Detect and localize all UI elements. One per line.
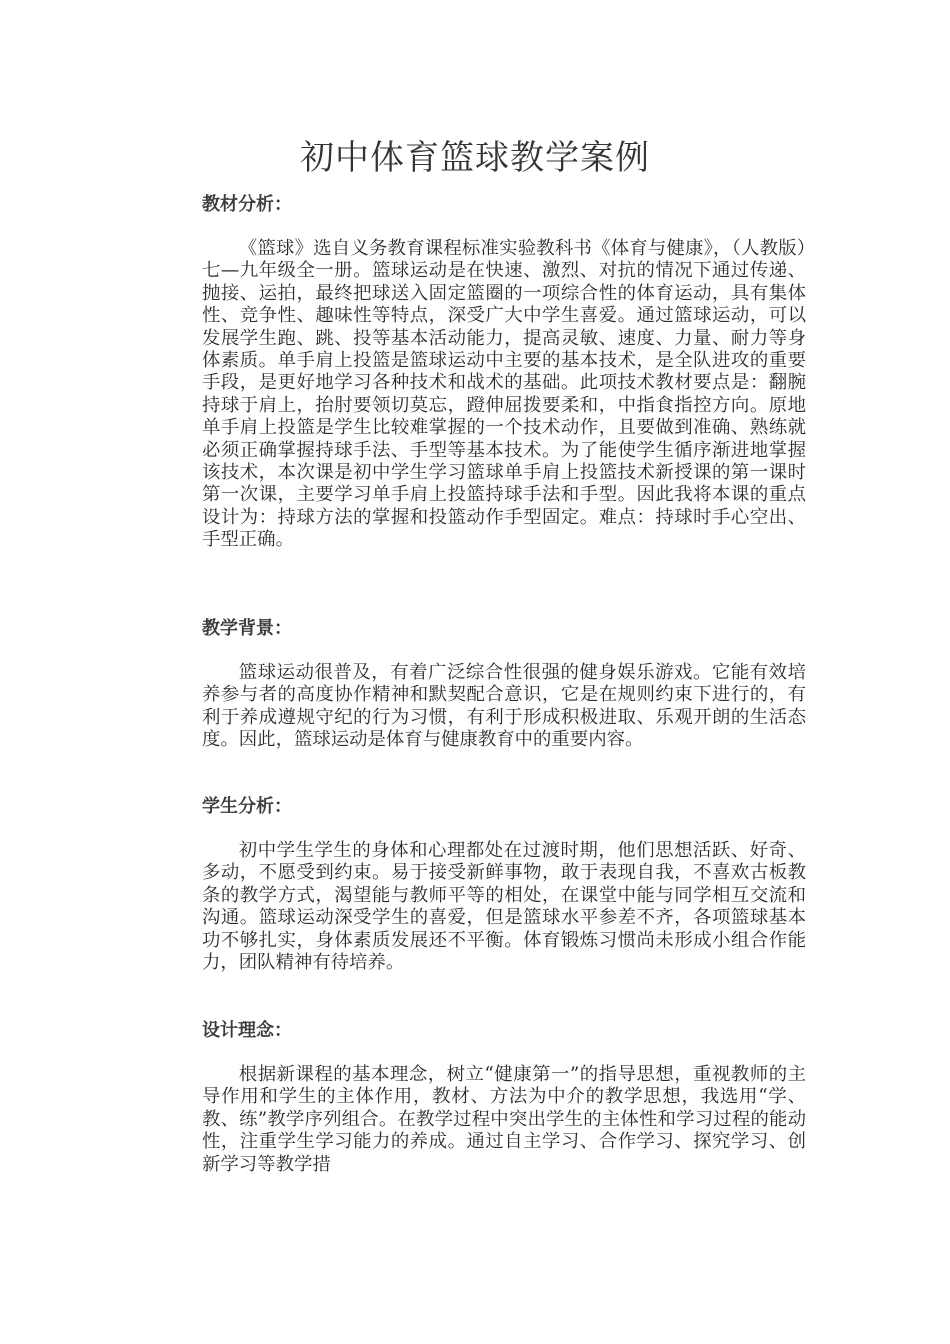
section-paragraph: 篮球运动很普及，有着广泛综合性很强的健身娱乐游戏。它能有效培养参与者的高度协作精神和默契配合意识，它是在规则约束下进行的，有利于养成遵规守纪的行为习惯，有利于形成积极进取、乐观开朗的生活态度。因此，篮球运动是体育与健康教育中的重要内容。 [202, 662, 806, 751]
section-paragraph: 《篮球》选自义务教育课程标准实验教科书《体育与健康》，（人教版）七—九年级全一册。篮球运动是在快速、激烈、对抗的情况下通过传递、抛接、运拍，最终把球送入固定篮圈的一项综合性的体育运动，具有集体性、竞争性、趣味性等特点，深受广大中学生喜爱。通过篮球运动，可以发展学生跑、跳、投等基本活动能力，提高灵敏、速度、力量、耐力等身体素质。单手肩上投篮是篮球运动中主要的基本技术，是全队进攻的重要手段，是更好地学习各种技术和战术的基础。此项技术教材要点是：翻腕持球于肩上，抬肘要领切莫忘，蹬伸屈拨要柔和，中指食指控方向。原地单手肩上投篮是学生比较难掌握的一个技术动作，且要做到准确、熟练就必须正确掌握持球手法、手型等基本技术。为了能使学生循序渐进地掌握该技术，本次课是初中学生学习篮球单手肩上投篮技术新授课的第一课时第一次课，主要学习单手肩上投篮持球手法和手型。因此我将本课的重点设计为：持球方法的掌握和投篮动作手型固定。难点：持球时手心空出、手型正确。 [202, 238, 806, 551]
document-title: 初中体育篮球教学案例 [300, 138, 650, 178]
section-heading: 教材分析： [202, 194, 292, 215]
section-student-analysis [202, 794, 806, 974]
section-paragraph: 初中学生学生的身体和心理都处在过渡时期，他们思想活跃、好奇、多动，不愿受到约束。易于接受新鲜事物，敢于表现自我，不喜欢古板教条的教学方式，渴望能与教师平等的相处，在课堂中能与同学相互交流和沟通。篮球运动深受学生的喜爱，但是篮球水平参差不齐，各项篮球基本功不够扎实，身体素质发展还不平衡。体育锻炼习惯尚未形成小组合作能力，团队精神有待培养。 [202, 840, 806, 974]
section-design-concept [202, 1018, 806, 1176]
section-heading: 学生分析： [202, 796, 292, 817]
section-textbook-analysis [202, 192, 806, 552]
section-paragraph: 根据新课程的基本理念，树立“健康第一”的指导思想，重视教师的主导作用和学生的主体作用，教材、方法为中介的教学思想，我选用“学、教、练”教学序列组合。在教学过程中突出学生的主体性和学习过程的能动性，注重学生学习能力的养成。通过自主学习、合作学习、探究学习、创新学习等教学措 [202, 1064, 806, 1175]
section-teaching-background [202, 616, 806, 752]
section-heading: 教学背景： [202, 618, 292, 639]
section-heading: 设计理念： [202, 1020, 292, 1041]
